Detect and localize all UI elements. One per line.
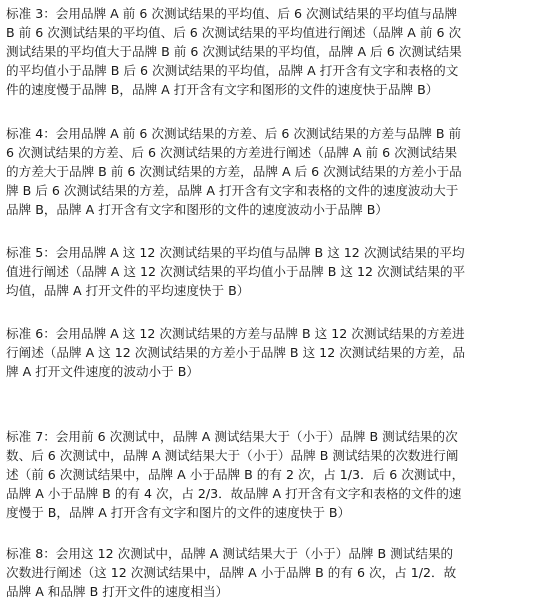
text-line: 的平均值小于品牌 B 后 6 次测试结果的平均值，品牌 A 打开含有文字和表格的文 — [6, 63, 459, 78]
text-line: 6 次测试结果的方差、后 6 次测试结果的方差进行阐述（品牌 A 前 6 次测试结果 — [6, 145, 458, 160]
text-line: 件的速度慢于品牌 B，品牌 A 打开含有文字和图形的文件的速度快于品牌 B） — [6, 82, 439, 97]
paragraph-standard-8 — [6, 544, 547, 601]
text-line: 述（前 6 次测试结果中，品牌 A 小于品牌 B 的有 2 次，占 1/3．后 6 次测试中， — [6, 467, 465, 482]
text-line: 标准 6：会用品牌 A 这 12 次测试结果的方差与品牌 B 这 12 次测试结果的方差进 — [6, 326, 465, 341]
paragraph-standard-4 — [6, 124, 547, 219]
text-line: 值进行阐述（品牌 A 这 12 次测试结果的平均值小于品牌 B 这 12 次测试结果的平 — [6, 264, 466, 279]
text-line: 次数进行阐述（这 12 次测试结果中，品牌 A 小于品牌 B 的有 6 次，占 1/2．故 — [6, 565, 457, 580]
text-line: 行阐述（品牌 A 这 12 次测试结果的方差小于品牌 B 这 12 次测试结果的方差，品 — [6, 345, 466, 360]
text-line: 标准 3：会用品牌 A 前 6 次测试结果的平均值、后 6 次测试结果的平均值与品牌 — [6, 6, 458, 21]
text-line: 的方差大于品牌 B 前 6 次测试结果的方差，品牌 A 后 6 次测试结果的方差小于品 — [6, 164, 462, 179]
text-line: 品牌 A 小于品牌 B 的有 4 次，占 2/3．故品牌 A 打开含有文字和表格的文件的速 — [6, 486, 462, 501]
text-line: 标准 4：会用品牌 A 前 6 次测试结果的方差、后 6 次测试结果的方差与品牌 B 前 — [6, 126, 462, 141]
text-line: 度慢于 B，品牌 A 打开含有文字和图片的文件的速度快于 B） — [6, 505, 351, 520]
paragraph-standard-7 — [6, 427, 547, 522]
text-line: 牌 B 后 6 次测试结果的方差，品牌 A 打开含有文字和表格的文件的速度波动大于 — [6, 183, 459, 198]
text-line: 标准 5：会用品牌 A 这 12 次测试结果的平均值与品牌 B 这 12 次测试结果的平均 — [6, 245, 465, 260]
text-line: 品牌 A 和品牌 B 打开文件的速度相当） — [6, 584, 229, 599]
text-line: 牌 A 打开文件速度的波动小于 B） — [6, 364, 199, 379]
text-line: 均值，品牌 A 打开文件的平均速度快于 B） — [6, 283, 250, 298]
text-line: 标准 7：会用前 6 次测试中，品牌 A 测试结果大于（小于）品牌 B 测试结果的次 — [6, 429, 458, 444]
paragraph-standard-6 — [6, 324, 547, 381]
paragraph-standard-5 — [6, 243, 547, 300]
paragraph-standard-3 — [6, 4, 547, 99]
text-line: B 前 6 次测试结果的平均值、后 6 次测试结果的平均值进行阐述（品牌 A 前 6 次 — [6, 25, 462, 40]
text-line: 标准 8：会用这 12 次测试中，品牌 A 测试结果大于（小于）品牌 B 测试结果的 — [6, 546, 454, 561]
text-line: 测试结果的平均值大于品牌 B 前 6 次测试结果的平均值，品牌 A 后 6 次测试结果 — [6, 44, 462, 59]
text-line: 品牌 B，品牌 A 打开含有文字和图形的文件的速度波动小于品牌 B） — [6, 202, 388, 217]
text-line: 数、后 6 次测试中，品牌 A 测试结果大于（小于）品牌 B 测试结果的次数进行阐 — [6, 448, 459, 463]
